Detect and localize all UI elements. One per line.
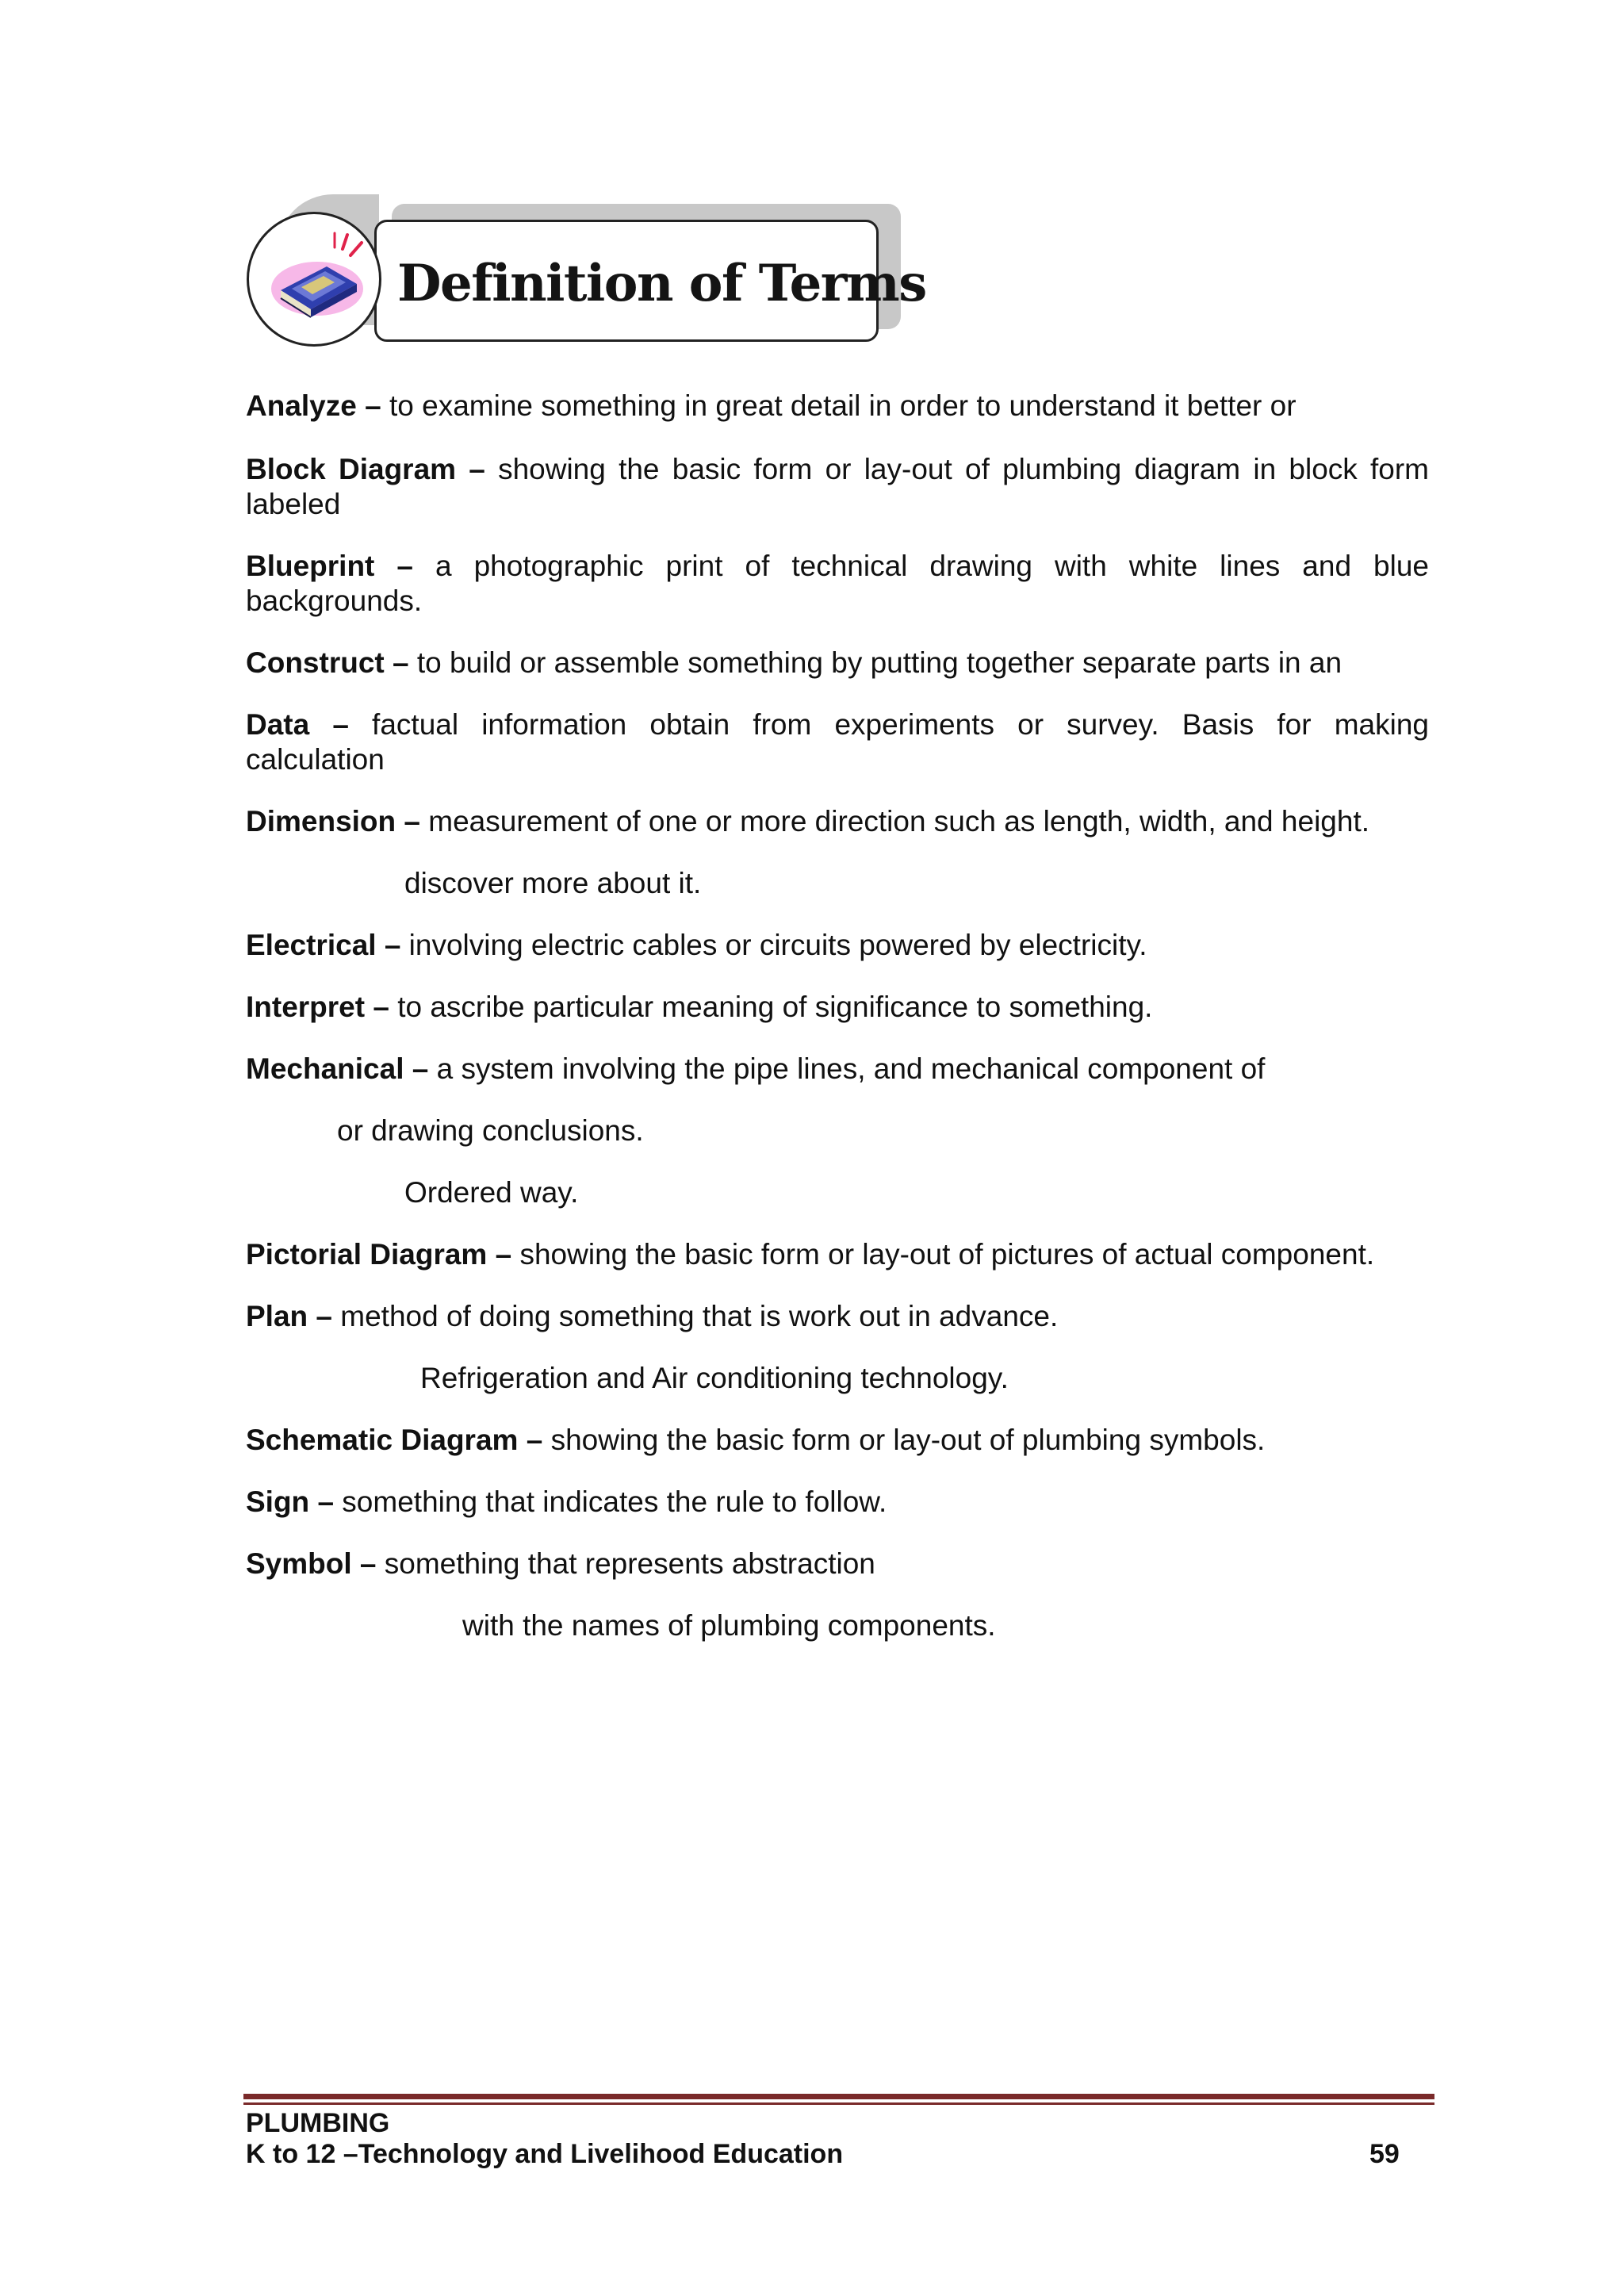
definition-sign [246, 1485, 887, 1520]
footer-rule-thin [243, 2102, 1434, 2105]
definition-plan [246, 1299, 1058, 1334]
definition-symbol [246, 1547, 875, 1581]
definition-text: something that indicates the rule to follow. [334, 1485, 887, 1518]
definition-text: to examine something in great detail in order to understand it better or [381, 389, 1297, 422]
term-label: Pictorial Diagram – [246, 1238, 512, 1271]
term-label: Schematic Diagram – [246, 1424, 543, 1456]
definition-block-diagram-continuation: labeled [246, 488, 341, 520]
term-label: Sign – [246, 1485, 335, 1518]
definition-electrical [246, 928, 1147, 963]
term-label: Construct – [246, 646, 409, 679]
page-number: 59 [1369, 2139, 1400, 2169]
book-icon [265, 232, 366, 330]
definition-schematic-diagram [246, 1423, 1265, 1458]
term-label: Blueprint – [246, 550, 413, 582]
definition-interpret [246, 990, 1152, 1025]
definition-dimension [246, 804, 1369, 839]
definition-analyze [246, 389, 1297, 424]
definition-text: to build or assemble something by putting together separate parts in an [408, 646, 1342, 679]
page-title: Definition of Terms [397, 254, 926, 313]
section-banner [244, 194, 926, 357]
definition-text: showing the basic form or lay-out of plumbing symbols. [542, 1424, 1266, 1456]
definition-blueprint [246, 549, 1429, 584]
definition-text: a system involving the pipe lines, and mechanical component of [428, 1052, 1266, 1085]
definition-text: factual information obtain from experiments or survey. Basis for making [348, 708, 1429, 741]
term-label: Analyze – [246, 389, 381, 422]
term-label: Interpret – [246, 991, 389, 1023]
definition-data-continuation: calculation [246, 743, 385, 776]
definition-text: showing the basic form or lay-out of pictures of actual component. [511, 1238, 1375, 1271]
stray-fragment: Ordered way. [404, 1176, 579, 1209]
definition-construct [246, 646, 1342, 680]
term-label: Electrical – [246, 929, 401, 961]
footer-subject: PLUMBING [246, 2108, 390, 2138]
definition-text: showing the basic form or lay-out of plumbing diagram in block form [485, 453, 1429, 485]
definition-block-diagram [246, 452, 1429, 487]
title-box [374, 220, 926, 342]
definition-text: a photographic print of technical drawing with white lines and blue [412, 550, 1429, 582]
stray-fragment: or drawing conclusions. [337, 1114, 644, 1147]
definition-text: something that represents abstraction [376, 1547, 875, 1580]
footer-rule [243, 2094, 1434, 2099]
term-label: Dimension – [246, 805, 420, 838]
stray-fragment: Refrigeration and Air conditioning technology. [420, 1362, 1009, 1394]
definition-text: measurement of one or more direction such as length, width, and height. [420, 805, 1370, 838]
icon-circle [247, 212, 381, 347]
stray-fragment: with the names of plumbing components. [462, 1609, 996, 1642]
footer-course: K to 12 –Technology and Livelihood Education [246, 2139, 844, 2169]
term-label: Data – [246, 708, 349, 741]
definition-mechanical [246, 1052, 1265, 1087]
stray-fragment: discover more about it. [404, 867, 702, 899]
definition-text: involving electric cables or circuits powered by electricity. [400, 929, 1147, 961]
term-label: Plan – [246, 1300, 332, 1332]
definition-text: method of doing something that is work out in advance. [332, 1300, 1059, 1332]
definition-blueprint-continuation: backgrounds. [246, 585, 423, 617]
definition-text: to ascribe particular meaning of significance to something. [389, 991, 1153, 1023]
definition-data [246, 707, 1429, 742]
term-label: Mechanical – [246, 1052, 429, 1085]
term-label: Block Diagram – [246, 453, 485, 485]
definition-pictorial-diagram [246, 1237, 1374, 1272]
term-label: Symbol – [246, 1547, 377, 1580]
